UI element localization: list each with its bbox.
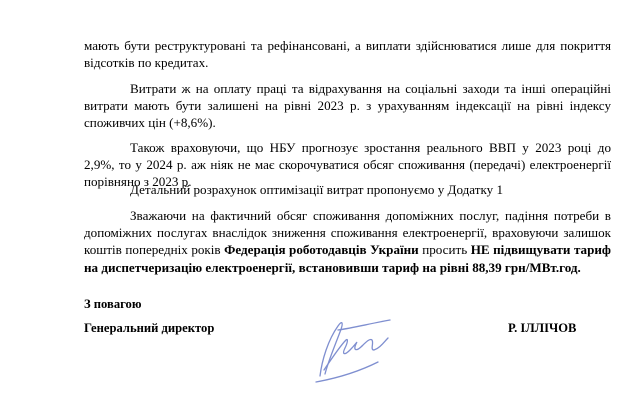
- closing-regards: З повагою: [84, 297, 142, 311]
- tariff-request-emphasis: НЕ підвищувати тариф на диспетчеризацію електроенергії, встановивши тариф на рівні 88,39 грн/МВт.год.: [84, 242, 611, 275]
- signer-position: Генеральний директор: [84, 321, 215, 335]
- tariff-request-text-2: просить: [418, 242, 471, 258]
- paragraph-restructuring: [84, 37, 611, 71]
- signer-name: Р. ІЛЛІЧОВ: [508, 321, 577, 335]
- tariff-request-text-1: Зважаючи на фактичний обсяг споживання допоміжних послуг, падіння потреби в допоміжних послугах внаслідок зниження споживання електроенергії, враховуючи залишок коштів попередніх років: [84, 208, 611, 258]
- paragraph-labor-costs: [84, 80, 611, 132]
- paragraph-appendix-reference: [84, 181, 611, 198]
- paragraph-text: мають бути реструктуровані та рефінансовані, а виплати здійснюватися лише для покриття відсотків по кредитах.: [84, 38, 611, 71]
- paragraph-text: [84, 207, 611, 276]
- organization-name: Федерація роботодавців України: [224, 242, 419, 258]
- paragraph-text: Детальний розрахунок оптимізації витрат пропонуємо у Додатку 1: [130, 182, 504, 197]
- handwritten-signature: [298, 300, 418, 388]
- paragraph-tariff-request: [84, 207, 611, 276]
- paragraph-text: Також враховуючи, що НБУ прогнозує зростання реального ВВП у 2023 році до 2,9%, то у 2024 р. аж ніяк не має скорочуватися обсяг споживання (передачі) електроенергії порівняно з 2023 р.: [84, 140, 611, 190]
- paragraph-text: Витрати ж на оплату праці та відрахування на соціальні заходи та інші операційні витрати мають бути залишені на рівні 2023 р. з урахуванням індексації на рівні індексу споживчих цін (+8,6%).: [84, 81, 611, 131]
